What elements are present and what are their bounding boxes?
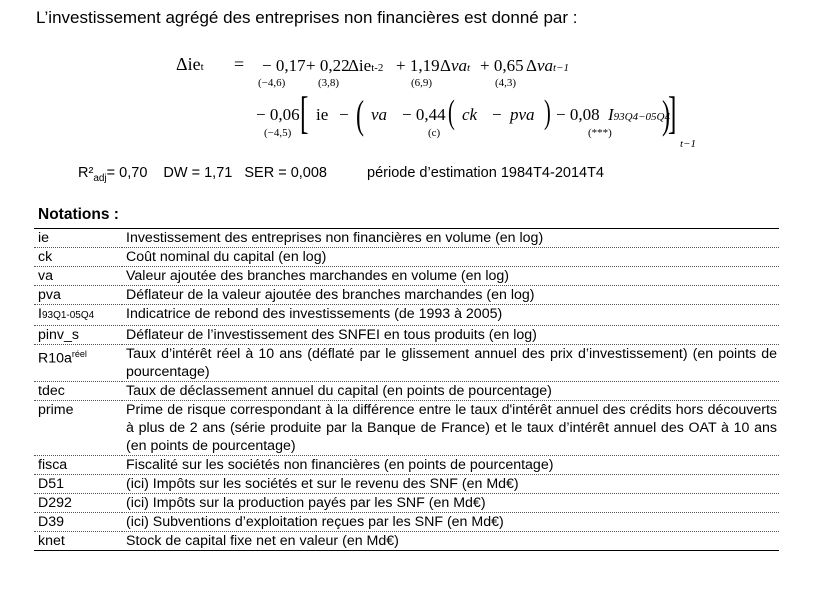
- eq-l2-t1: (−4,5): [264, 127, 292, 139]
- notation-description: Taux de déclassement annuel du capital (en points de pourcentage): [122, 382, 779, 401]
- eq-l2-minus4: − 0,08: [556, 105, 600, 124]
- notations-title: Notations :: [38, 206, 119, 223]
- notation-symbol: D39: [34, 513, 122, 532]
- notation-description: Stock de capital fixe net en valeur (en Md€): [122, 532, 779, 551]
- eq-l1-t1: (−4,6): [258, 77, 286, 89]
- notation-symbol: D292: [34, 494, 122, 513]
- notation-description: Déflateur de la valeur ajoutée des branches marchandes (en log): [122, 286, 779, 305]
- regression-equation: [0, 0, 836, 160]
- notation-symbol: knet: [34, 532, 122, 551]
- notation-description: Déflateur de l’investissement des SNFEI en tous produits (en log): [122, 326, 779, 345]
- eq-l1-var2: Δiet-2: [348, 56, 384, 75]
- notation-symbol: ck: [34, 248, 122, 267]
- stat-dw: DW = 1,71: [163, 165, 233, 181]
- eq-l1-op3: + 1,19: [396, 56, 440, 75]
- notation-symbol: tdec: [34, 382, 122, 401]
- notation-description: Prime de risque correspondant à la différence entre le taux d'intérêt annuel des crédits hors découverts à plus de 2 ans (série produite par la Banque de France) et le taux d’intérêt annuel des OAT à 10 ans (en points de pourcentage): [122, 401, 779, 456]
- notation-row: [34, 382, 779, 401]
- notation-row: [34, 401, 779, 456]
- eq-lhs: Δiet: [176, 54, 204, 74]
- notation-symbol: fisca: [34, 456, 122, 475]
- notation-description: Indicatrice de rebond des investissements (de 1993 à 2005): [122, 305, 779, 326]
- eq-l2-ie: ie: [316, 105, 329, 124]
- eq-l2-minus2: − 0,44: [402, 105, 446, 124]
- eq-l2-ck: ck: [462, 105, 478, 124]
- eq-l1-t2: (3,8): [318, 77, 340, 89]
- eq-l2-pva: pva: [510, 105, 535, 124]
- notation-description: Investissement des entreprises non financières en volume (en log): [122, 229, 779, 248]
- eq-l2-end-sub: t−1: [680, 138, 696, 150]
- intro-text: L’investissement agrégé des entreprises non financières est donné par :: [36, 8, 578, 27]
- notation-symbol: pinv_s: [34, 326, 122, 345]
- eq-l2-t3: (***): [588, 127, 612, 139]
- eq-l1-var3: Δvat: [440, 56, 471, 75]
- eq-equals: =: [234, 54, 245, 74]
- eq-bracket-close: ]: [668, 87, 677, 138]
- regression-stats: [78, 165, 604, 184]
- eq-paren-open: (: [356, 92, 364, 137]
- eq-l2-minus: −: [339, 105, 349, 124]
- notation-row: [34, 345, 779, 382]
- notation-row: [34, 532, 779, 551]
- notation-description: Fiscalité sur les sociétés non financières (en points de pourcentage): [122, 456, 779, 475]
- notation-row: [34, 248, 779, 267]
- eq-l1-op2: + 0,22: [306, 56, 350, 75]
- eq-bracket-open: [: [300, 87, 309, 138]
- eq-l2-t2: (c): [428, 127, 441, 139]
- notation-description: Valeur ajoutée des branches marchandes en volume (en log): [122, 267, 779, 286]
- notation-description: Coût nominal du capital (en log): [122, 248, 779, 267]
- notation-description: (ici) Subventions d’exploitation reçues par les SNF (en Md€): [122, 513, 779, 532]
- notation-row: [34, 326, 779, 345]
- notation-description: (ici) Impôts sur les sociétés et sur le revenu des SNF (en Md€): [122, 475, 779, 494]
- eq-inner-paren-close: ): [544, 94, 551, 131]
- notation-row: [34, 475, 779, 494]
- notation-description: Taux d’intérêt réel à 10 ans (déflaté par le glissement annuel des prix d’investissement) (en points de pourcentage): [122, 345, 779, 382]
- eq-l2-minus3: −: [492, 105, 502, 124]
- eq-l1-t3: (6,9): [411, 77, 433, 89]
- notation-row: [34, 229, 779, 248]
- notation-row: [34, 513, 779, 532]
- notation-row: [34, 286, 779, 305]
- notations-table: [34, 228, 779, 551]
- eq-paren-close: ): [662, 92, 670, 137]
- notation-row: [34, 305, 779, 326]
- notation-description: (ici) Impôts sur la production payés par les SNF (en Md€): [122, 494, 779, 513]
- eq-l2-va: va: [371, 105, 388, 124]
- eq-l2-indicator: I93Q4−05Q4: [608, 105, 670, 124]
- notation-row: [34, 494, 779, 513]
- eq-inner-paren-open: (: [448, 94, 455, 131]
- notation-symbol: D51: [34, 475, 122, 494]
- notation-symbol: prime: [34, 401, 122, 456]
- stat-r2: $R^2_{adj}= 0,70$: [78, 165, 148, 184]
- notation-symbol: ie: [34, 229, 122, 248]
- notation-symbol: va: [34, 267, 122, 286]
- stat-period: période d’estimation 1984T4-2014T4: [367, 165, 604, 181]
- notation-row: [34, 267, 779, 286]
- eq-l1-var4: Δvat−1: [526, 56, 569, 75]
- eq-l1-c1: − 0,17: [262, 56, 306, 75]
- notation-row: [34, 456, 779, 475]
- notation-symbol: $R10a^{réel}$: [34, 345, 122, 382]
- eq-l1-op4: + 0,65: [480, 56, 524, 75]
- eq-l1-t4: (4,3): [495, 77, 517, 89]
- notation-symbol: I93Q1-05Q4: [34, 305, 122, 326]
- notation-symbol: pva: [34, 286, 122, 305]
- eq-l2-c1: − 0,06: [256, 105, 300, 124]
- stat-ser: SER = 0,008: [244, 165, 327, 181]
